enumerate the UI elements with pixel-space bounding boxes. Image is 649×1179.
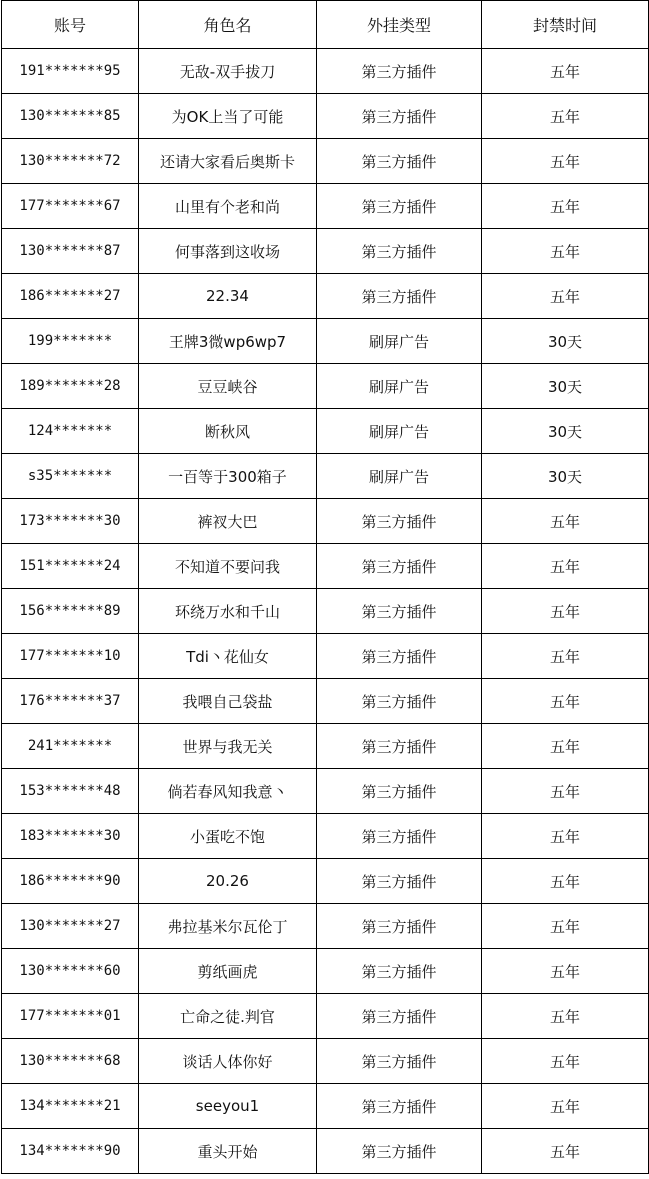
ban-duration-cell: 五年 [482, 679, 649, 724]
account-cell: 130*******27 [2, 904, 139, 949]
role-name-cell: 为OK上当了可能 [139, 94, 317, 139]
role-name-cell: 弗拉基米尔瓦伦丁 [139, 904, 317, 949]
table-row [2, 94, 649, 139]
table-row [2, 949, 649, 994]
account-cell: 186*******27 [2, 274, 139, 319]
ban-duration-cell: 五年 [482, 184, 649, 229]
account-cell: 130*******68 [2, 1039, 139, 1084]
cheat-type-cell: 第三方插件 [317, 589, 482, 634]
cheat-type-cell: 第三方插件 [317, 769, 482, 814]
account-cell: 177*******10 [2, 634, 139, 679]
table-row [2, 274, 649, 319]
account-cell: 124******* [2, 409, 139, 454]
account-cell: 130*******72 [2, 139, 139, 184]
table-row [2, 904, 649, 949]
role-name-cell: Tdi丶花仙女 [139, 634, 317, 679]
cheat-type-cell: 第三方插件 [317, 1129, 482, 1174]
ban-duration-cell: 五年 [482, 769, 649, 814]
table-row [2, 679, 649, 724]
cheat-type-cell: 第三方插件 [317, 859, 482, 904]
account-cell: 176*******37 [2, 679, 139, 724]
cheat-type-cell: 第三方插件 [317, 949, 482, 994]
ban-duration-cell: 五年 [482, 1084, 649, 1129]
table-row [2, 589, 649, 634]
account-cell: 173*******30 [2, 499, 139, 544]
role-name-cell: 我喂自己袋盐 [139, 679, 317, 724]
role-name-cell: 亡命之徒.判官 [139, 994, 317, 1039]
cheat-type-cell: 第三方插件 [317, 814, 482, 859]
role-name-cell: 不知道不要问我 [139, 544, 317, 589]
role-name-cell: 一百等于300箱子 [139, 454, 317, 499]
cheat-type-cell: 第三方插件 [317, 544, 482, 589]
account-cell: 153*******48 [2, 769, 139, 814]
ban-duration-cell: 五年 [482, 1039, 649, 1084]
role-name-cell: 20.26 [139, 859, 317, 904]
ban-duration-cell: 30天 [482, 319, 649, 364]
cheat-type-cell: 刷屏广告 [317, 454, 482, 499]
account-cell: 177*******01 [2, 994, 139, 1039]
cheat-type-cell: 第三方插件 [317, 1039, 482, 1084]
account-cell: 130*******85 [2, 94, 139, 139]
ban-duration-cell: 五年 [482, 859, 649, 904]
ban-duration-cell: 五年 [482, 904, 649, 949]
ban-duration-cell: 五年 [482, 229, 649, 274]
account-cell: 156*******89 [2, 589, 139, 634]
role-name-cell: 豆豆峡谷 [139, 364, 317, 409]
ban-duration-cell: 五年 [482, 589, 649, 634]
role-name-cell: 22.34 [139, 274, 317, 319]
ban-duration-cell: 五年 [482, 1129, 649, 1174]
role-name-cell: 剪纸画虎 [139, 949, 317, 994]
cheat-type-cell: 第三方插件 [317, 634, 482, 679]
table-row [2, 409, 649, 454]
account-cell: 189*******28 [2, 364, 139, 409]
ban-duration-cell: 五年 [482, 814, 649, 859]
role-name-cell: seeyou1 [139, 1084, 317, 1129]
account-cell: 241******* [2, 724, 139, 769]
cheat-type-cell: 刷屏广告 [317, 319, 482, 364]
table-row [2, 814, 649, 859]
cheat-type-cell: 第三方插件 [317, 274, 482, 319]
role-name-cell: 何事落到这收场 [139, 229, 317, 274]
table-row [2, 319, 649, 364]
header-role-name: 角色名 [139, 1, 317, 49]
header-cheat-type: 外挂类型 [317, 1, 482, 49]
ban-duration-cell: 五年 [482, 724, 649, 769]
table-row [2, 1084, 649, 1129]
cheat-type-cell: 第三方插件 [317, 94, 482, 139]
ban-duration-cell: 五年 [482, 634, 649, 679]
table-row [2, 634, 649, 679]
account-cell: 186*******90 [2, 859, 139, 904]
table-row [2, 184, 649, 229]
table-row [2, 49, 649, 94]
account-cell: 134*******90 [2, 1129, 139, 1174]
cheat-type-cell: 第三方插件 [317, 139, 482, 184]
role-name-cell: 裤衩大巴 [139, 499, 317, 544]
cheat-type-cell: 第三方插件 [317, 724, 482, 769]
role-name-cell: 小蛋吃不饱 [139, 814, 317, 859]
table-row [2, 229, 649, 274]
cheat-type-cell: 第三方插件 [317, 994, 482, 1039]
ban-duration-cell: 五年 [482, 949, 649, 994]
cheat-type-cell: 第三方插件 [317, 499, 482, 544]
cheat-type-cell: 第三方插件 [317, 1084, 482, 1129]
cheat-type-cell: 刷屏广告 [317, 409, 482, 454]
account-cell: 199******* [2, 319, 139, 364]
table-row [2, 454, 649, 499]
cheat-type-cell: 刷屏广告 [317, 364, 482, 409]
role-name-cell: 断秋风 [139, 409, 317, 454]
account-cell: 134*******21 [2, 1084, 139, 1129]
table-row [2, 994, 649, 1039]
table-header-row [2, 1, 649, 49]
role-name-cell: 世界与我无关 [139, 724, 317, 769]
account-cell: 191*******95 [2, 49, 139, 94]
ban-duration-cell: 五年 [482, 499, 649, 544]
cheat-type-cell: 第三方插件 [317, 229, 482, 274]
ban-duration-cell: 五年 [482, 544, 649, 589]
table-body [2, 49, 649, 1174]
account-cell: 151*******24 [2, 544, 139, 589]
table-row [2, 724, 649, 769]
cheat-type-cell: 第三方插件 [317, 49, 482, 94]
ban-duration-cell: 30天 [482, 409, 649, 454]
role-name-cell: 环绕万水和千山 [139, 589, 317, 634]
role-name-cell: 山里有个老和尚 [139, 184, 317, 229]
cheat-type-cell: 第三方插件 [317, 679, 482, 724]
ban-duration-cell: 五年 [482, 274, 649, 319]
ban-list-table [1, 0, 649, 1174]
ban-duration-cell: 五年 [482, 94, 649, 139]
account-cell: 130*******87 [2, 229, 139, 274]
table-row [2, 1129, 649, 1174]
role-name-cell: 重头开始 [139, 1129, 317, 1174]
table-row [2, 499, 649, 544]
header-ban-duration: 封禁时间 [482, 1, 649, 49]
header-account: 账号 [2, 1, 139, 49]
ban-duration-cell: 30天 [482, 454, 649, 499]
table-row [2, 859, 649, 904]
role-name-cell: 王牌3微wp6wp7 [139, 319, 317, 364]
table-row [2, 364, 649, 409]
cheat-type-cell: 第三方插件 [317, 184, 482, 229]
role-name-cell: 无敌-双手拔刀 [139, 49, 317, 94]
cheat-type-cell: 第三方插件 [317, 904, 482, 949]
ban-duration-cell: 30天 [482, 364, 649, 409]
ban-duration-cell: 五年 [482, 49, 649, 94]
account-cell: s35******* [2, 454, 139, 499]
table-row [2, 769, 649, 814]
ban-duration-cell: 五年 [482, 139, 649, 184]
table-row [2, 1039, 649, 1084]
table-row [2, 544, 649, 589]
table-row [2, 139, 649, 184]
account-cell: 130*******60 [2, 949, 139, 994]
role-name-cell: 还请大家看后奥斯卡 [139, 139, 317, 184]
role-name-cell: 倘若春风知我意丶 [139, 769, 317, 814]
account-cell: 177*******67 [2, 184, 139, 229]
account-cell: 183*******30 [2, 814, 139, 859]
ban-duration-cell: 五年 [482, 994, 649, 1039]
role-name-cell: 谈话人体你好 [139, 1039, 317, 1084]
